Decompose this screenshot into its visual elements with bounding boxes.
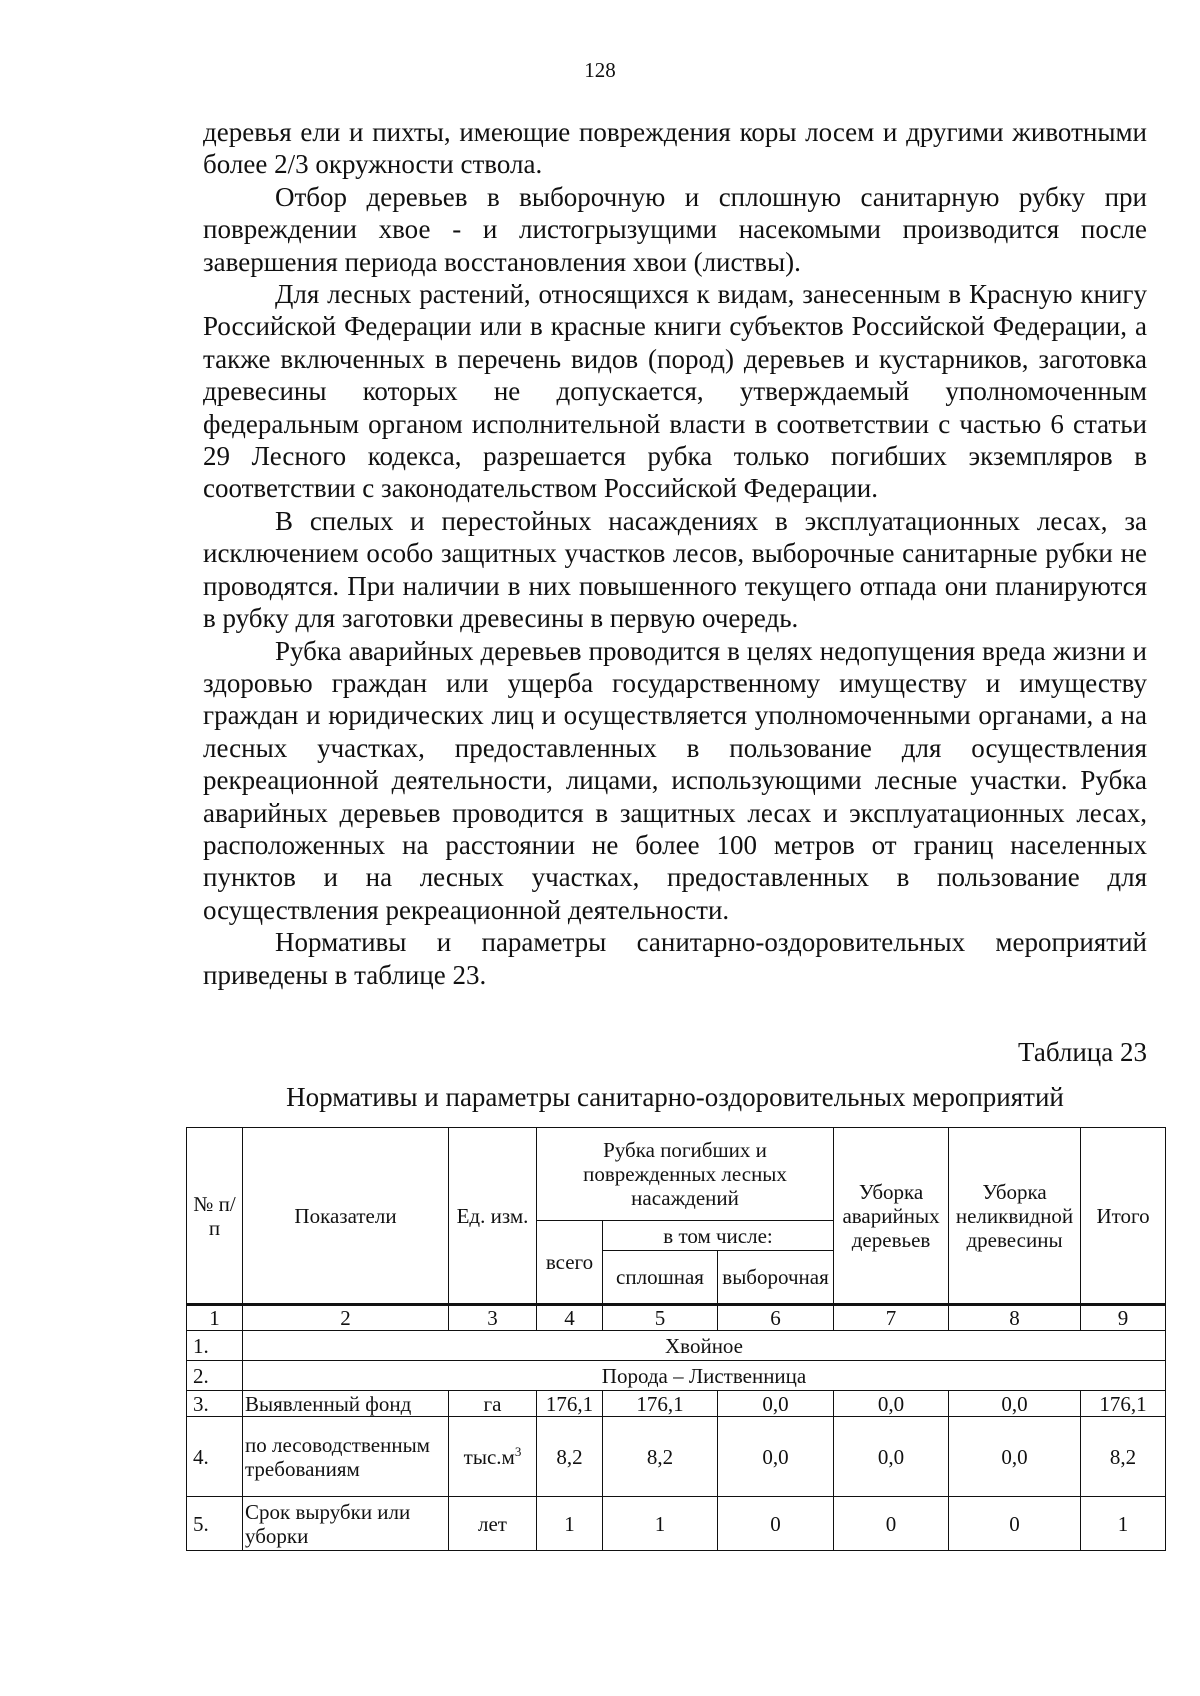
row-value: 8,2 — [603, 1417, 718, 1497]
column-number: 5 — [603, 1305, 718, 1331]
header-total: Итого — [1081, 1128, 1166, 1305]
paragraph: Для лесных растений, относящихся к видам, занесенным в Красную книгу Российской Федерации или в красные книги субъектов Российской Федерации, а также включенных в перечень видов (пород) деревьев и кустарников, заготовка древесины которых не допускается, утверждаемый уполномоченным федеральным органом исполнительной власти в соответствии с частью 6 статьи 29 Лесного кодекса, разрешается рубка только погибших экземпляров в соответствии с законодательством Российской Федерации. — [203, 279, 1147, 504]
row-value: 0 — [834, 1497, 949, 1551]
row-indicator: Срок вырубки или уборки — [243, 1497, 449, 1551]
row-value: 0 — [718, 1497, 834, 1551]
header-felling-group: Рубка погибших и поврежденных лесных насаждений — [537, 1128, 834, 1221]
row-value: 176,1 — [603, 1391, 718, 1417]
row-value: 0 — [949, 1497, 1081, 1551]
row-value: 0,0 — [834, 1417, 949, 1497]
row-value: 8,2 — [537, 1417, 603, 1497]
row-num: 1. — [187, 1331, 243, 1361]
header-total-all: всего — [537, 1221, 603, 1305]
header-unit: Ед. изм. — [449, 1128, 537, 1305]
group-label: Хвойное — [243, 1331, 1166, 1361]
column-number: 3 — [449, 1305, 537, 1331]
paragraph: деревья ели и пихты, имеющие повреждения коры лосем и другими животными более 2/3 окружности ствола. — [203, 117, 1147, 180]
paragraph: Отбор деревьев в выборочную и сплошную санитарную рубку при повреждении хвое - и листогрызущими насекомыми производится после завершения периода восстановления хвои (листвы). — [203, 181, 1147, 277]
group-row — [187, 1331, 1166, 1361]
header-including: в том числе: — [603, 1221, 834, 1251]
row-value: 0,0 — [718, 1391, 834, 1417]
page-number: 128 — [584, 58, 616, 82]
row-unit: лет — [449, 1497, 537, 1551]
column-number: 1 — [187, 1305, 243, 1331]
table-row — [187, 1497, 1166, 1551]
row-value: 176,1 — [537, 1391, 603, 1417]
norms-table — [186, 1127, 1166, 1551]
row-value: 0,0 — [949, 1417, 1081, 1497]
row-value: 0,0 — [834, 1391, 949, 1417]
body-text — [203, 116, 1147, 991]
group-row — [187, 1361, 1166, 1391]
column-number: 7 — [834, 1305, 949, 1331]
header-clear: сплошная — [603, 1251, 718, 1305]
header-indicators: Показатели — [243, 1128, 449, 1305]
column-number: 8 — [949, 1305, 1081, 1331]
column-number: 6 — [718, 1305, 834, 1331]
column-number: 9 — [1081, 1305, 1166, 1331]
row-num: 5. — [187, 1497, 243, 1551]
group-label: Порода – Лиственница — [243, 1361, 1166, 1391]
row-value: 1 — [537, 1497, 603, 1551]
header-selective: выборочная — [718, 1251, 834, 1305]
row-unit: $тыс.м^3$ — [449, 1417, 537, 1497]
table-row — [187, 1391, 1166, 1417]
paragraph: В спелых и перестойных насаждениях в эксплуатационных лесах, за исключением особо защитных участков лесов, выборочные санитарные рубки не проводятся. При наличии в них повышенного текущего отпада они планируются в рубку для заготовки древесины в первую очередь. — [203, 505, 1147, 634]
header-illiquid: Уборка неликвидной древесины — [949, 1128, 1081, 1305]
row-num: 2. — [187, 1361, 243, 1391]
row-num: 4. — [187, 1417, 243, 1497]
column-numbers-row — [187, 1305, 1166, 1331]
table-caption-number: Таблица 23 — [1018, 1037, 1147, 1067]
row-value: 0,0 — [949, 1391, 1081, 1417]
row-value: 1 — [1081, 1497, 1166, 1551]
row-num: 3. — [187, 1391, 243, 1417]
row-value: 8,2 — [1081, 1417, 1166, 1497]
header-emergency: Уборка аварийных деревьев — [834, 1128, 949, 1305]
column-number: 2 — [243, 1305, 449, 1331]
table-row — [187, 1417, 1166, 1497]
row-value: 176,1 — [1081, 1391, 1166, 1417]
paragraph: Рубка аварийных деревьев проводится в целях недопущения вреда жизни и здоровью граждан или ущерба государственному имуществу и имуществу граждан и юридических лиц и осуществляется уполномоченными органами, а на лесных участках, предоставленных в пользование для осуществления рекреационной деятельности, лицами, использующими лесные участки. Рубка аварийных деревьев проводится в защитных лесах и эксплуатационных лесах, расположенных на расстоянии не более 100 метров от границ населенных пунктов и на лесных участках, предоставленных в пользование для осуществления рекреационной деятельности. — [203, 635, 1147, 925]
column-number: 4 — [537, 1305, 603, 1331]
row-indicator: по лесоводственным требованиям — [243, 1417, 449, 1497]
paragraph: Нормативы и параметры санитарно-оздоровительных мероприятий приведены в таблице 23. — [203, 927, 1147, 990]
row-indicator: Выявленный фонд — [243, 1391, 449, 1417]
row-value: 0,0 — [718, 1417, 834, 1497]
row-unit: га — [449, 1391, 537, 1417]
header-num: № п/п — [187, 1128, 243, 1305]
row-value: 1 — [603, 1497, 718, 1551]
table-title: Нормативы и параметры санитарно-оздоровительных мероприятий — [286, 1082, 1064, 1112]
